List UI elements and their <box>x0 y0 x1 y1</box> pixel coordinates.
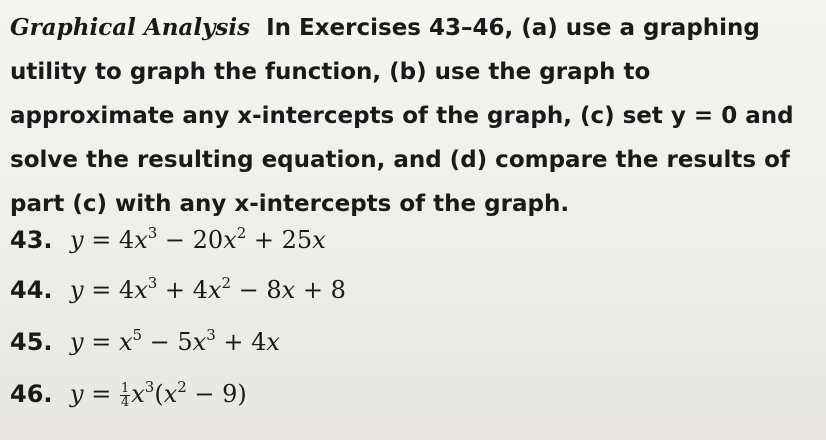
exercise-item <box>10 328 280 356</box>
exercise-equation: $y = x^5 - 5x^3 + 4x$ <box>70 326 280 356</box>
exercise-number: 46. <box>10 380 53 408</box>
exercise-instructions <box>10 6 818 226</box>
exercise-equation: $y = 4x^3 - 20x^2 + 25x$ <box>70 224 326 254</box>
exercise-number: 44. <box>10 276 53 304</box>
exercise-number: 43. <box>10 226 53 254</box>
exercise-number: 45. <box>10 328 53 356</box>
exercise-equation: y = $\frac{1}{4}$ $x^3(x^2 - 9)$ <box>70 378 247 410</box>
exercise-item <box>10 276 346 304</box>
one-quarter-fraction: $\frac{1}{4}$ <box>120 381 130 410</box>
exercise-item <box>10 226 326 254</box>
exercise-item <box>10 380 247 409</box>
exercise-equation: $y = 4x^3 + 4x^2 - 8x + 8$ <box>70 274 346 304</box>
section-heading: Graphical Analysis <box>10 14 251 41</box>
instructions-text: In Exercises 43–46, (a) use a graphing utility to graph the function, (b) use the graph to approximate any x-intercepts of the graph, (c) set y = 0 and solve the resulting equation, and (d) compare the results of part (c) with any x-intercepts of the graph. <box>10 15 794 217</box>
